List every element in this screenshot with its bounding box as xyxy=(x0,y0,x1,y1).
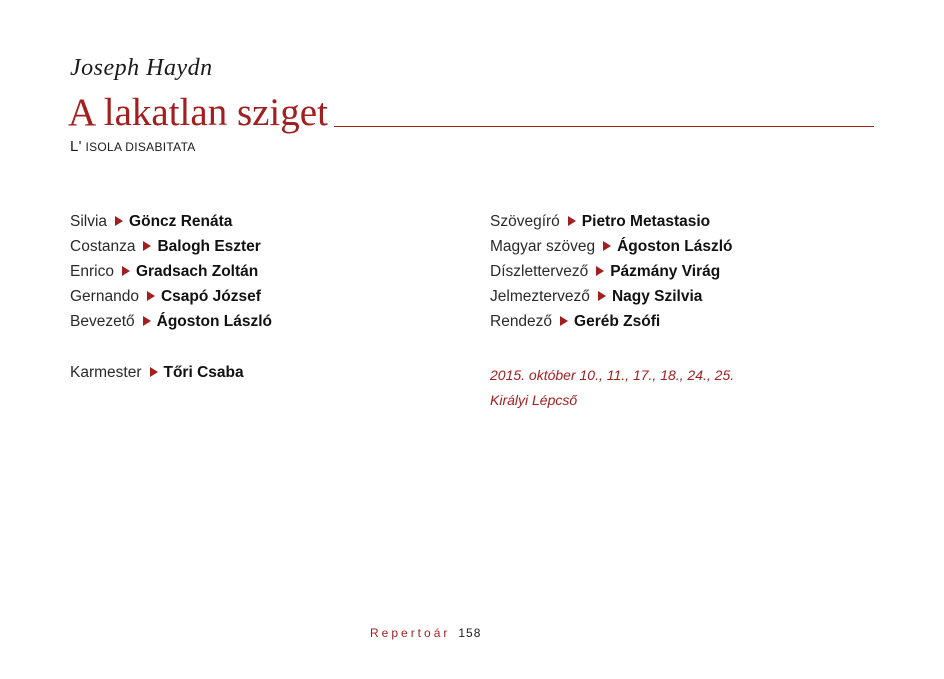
crew-name: Pázmány Virág xyxy=(610,263,721,280)
page-footer xyxy=(370,626,481,640)
cast-role: Silvia xyxy=(70,213,108,230)
crew-role: Díszlettervező xyxy=(490,263,589,280)
arrow-icon xyxy=(603,241,611,251)
crew-row xyxy=(490,311,733,336)
crew-row xyxy=(490,261,733,286)
arrow-icon xyxy=(143,241,151,251)
arrow-icon xyxy=(122,266,130,276)
performance-venue: Királyi Lépcső xyxy=(490,392,578,408)
crew-name: Pietro Metastasio xyxy=(581,213,711,230)
cast-role: Enrico xyxy=(70,263,114,280)
crew-role: Szövegíró xyxy=(490,213,560,230)
performance-info xyxy=(490,363,734,413)
page-number: 158 xyxy=(458,626,482,640)
crew-role: Magyar szöveg xyxy=(490,238,596,255)
cast-name: Ágoston László xyxy=(156,313,273,330)
arrow-icon xyxy=(143,316,151,326)
cast-column xyxy=(70,211,272,387)
cast-role: Costanza xyxy=(70,238,136,255)
crew-row xyxy=(490,236,733,261)
crew-column xyxy=(490,211,733,336)
cast-row xyxy=(70,261,272,286)
original-title-rest: ISOLA DISABITATA xyxy=(85,140,196,154)
arrow-icon xyxy=(150,367,158,377)
arrow-icon xyxy=(115,216,123,226)
spacer xyxy=(70,336,272,362)
cast-name: Gradsach Zoltán xyxy=(135,263,259,280)
arrow-icon xyxy=(568,216,576,226)
title-row xyxy=(68,90,874,136)
crew-row xyxy=(490,211,733,236)
cast-role: Bevezető xyxy=(70,313,135,330)
cast-row xyxy=(70,311,272,336)
original-title xyxy=(70,138,196,155)
footer-section: Repertoár xyxy=(370,626,451,640)
cast-row xyxy=(70,211,272,236)
crew-name: Geréb Zsófi xyxy=(574,313,661,330)
crew-row xyxy=(490,286,733,311)
crew-name: Ágoston László xyxy=(617,238,733,255)
arrow-icon xyxy=(598,291,606,301)
cast-row xyxy=(70,236,272,261)
arrow-icon xyxy=(147,291,155,301)
conductor-role: Karmester xyxy=(70,364,142,381)
title-rule xyxy=(334,126,874,127)
crew-role: Jelmeztervező xyxy=(490,288,590,305)
crew-role: Rendező xyxy=(490,313,553,330)
arrow-icon xyxy=(560,316,568,326)
cast-name: Balogh Eszter xyxy=(157,238,261,255)
arrow-icon xyxy=(596,266,604,276)
production-title: A lakatlan sziget xyxy=(68,91,328,134)
conductor-row xyxy=(70,362,272,387)
cast-row xyxy=(70,286,272,311)
conductor-name: Tőri Csaba xyxy=(163,364,244,381)
performance-dates: 2015. október 10., 11., 17., 18., 24., 25. xyxy=(490,367,735,383)
composer-name: Joseph Haydn xyxy=(70,55,213,81)
cast-name: Göncz Renáta xyxy=(129,213,233,230)
cast-role: Gernando xyxy=(70,288,139,305)
crew-name: Nagy Szilvia xyxy=(611,288,703,305)
cast-name: Csapó József xyxy=(160,288,261,305)
original-title-cap: L' xyxy=(70,138,82,155)
